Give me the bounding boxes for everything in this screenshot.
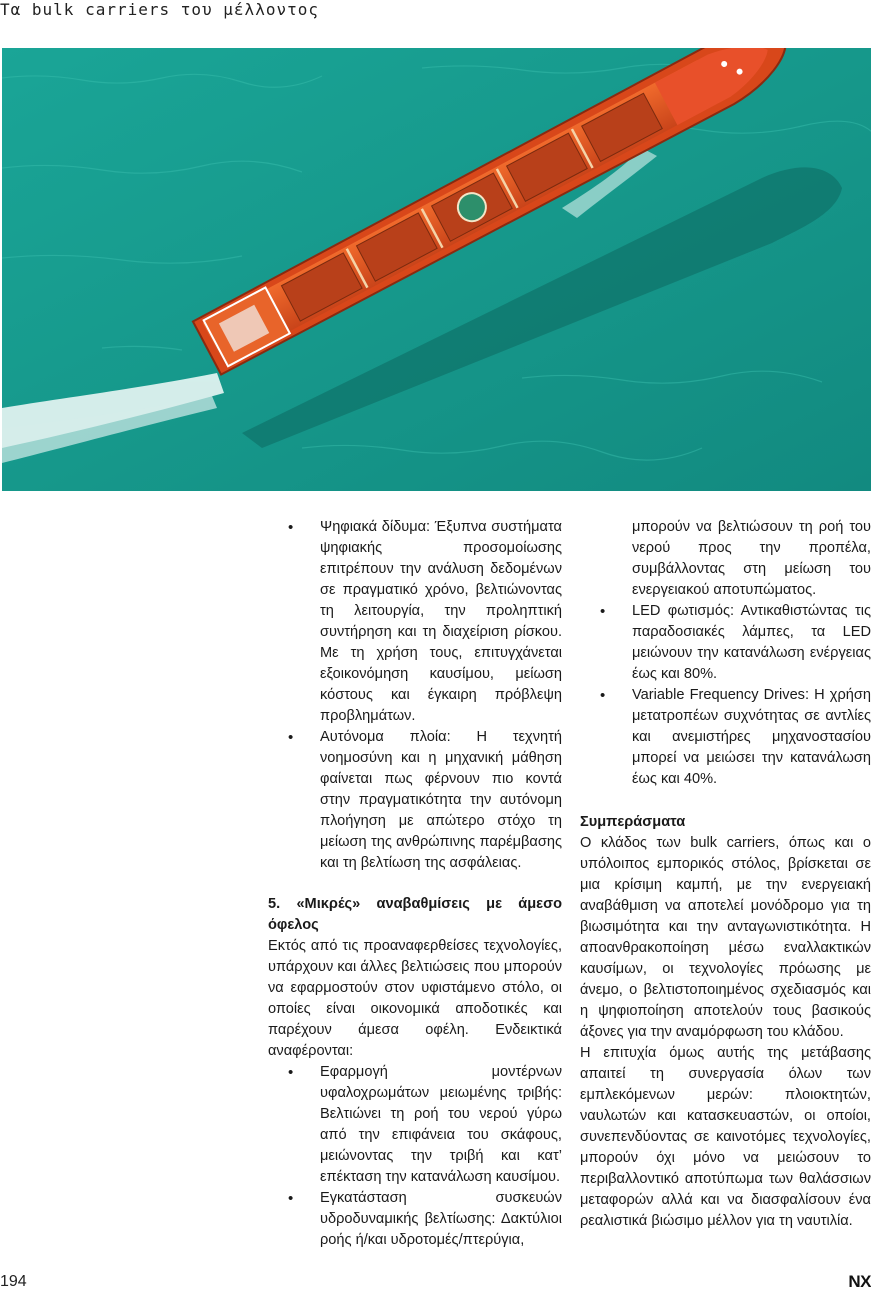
- bullet-list-top: [268, 517, 562, 874]
- list-item-continuation: μπορούν να βελτιώσουν τη ροή του νερού προς την προπέλα, συμβάλλοντας στη μείωση του ενεργειακού αποτυπώματος.: [632, 519, 871, 598]
- paragraph: Εκτός από τις προαναφερθείσες τεχνολογίες, υπάρχουν και άλλες βελτιώσεις που μπορούν να εφαρμοστούν στον υφιστάμενο στόλο, οι οποίες είναι οικονομικά αποδοτικές και παρέχουν άμεσα οφέλη. Ενδεικτικά αναφέρονται:: [268, 938, 562, 1059]
- text-column-right: [580, 517, 871, 1232]
- page-number: 194: [0, 1273, 27, 1290]
- bulk-carrier-aerial-photo: [2, 48, 871, 491]
- section-heading: Συμπεράσματα: [580, 814, 686, 830]
- running-title: Τα bulk carriers του μέλλοντος: [0, 0, 319, 19]
- bullet-list-bottom: [268, 1062, 562, 1251]
- list-item: • Εγκατάσταση συσκευών υδροδυναμικής βελτίωσης: Δακτύλιοι ροής ή/και υδροτομές/πτερύγια,: [268, 1188, 562, 1251]
- text-column-middle: [268, 517, 562, 1251]
- section-heading: 5. «Μικρές» αναβαθμίσεις με άμεσο όφελος: [268, 896, 562, 933]
- list-item: • Ψηφιακά δίδυμα: Έξυπνα συστήματα ψηφιακής προσομοίωσης επιτρέπουν την ανάλυση δεδομένων σε πραγματικό χρόνο, βελτιώνοντας τη λειτουργία, την προληπτική συντήρηση και τη διαχείριση ρίσκου. Με τη χρήση τους, επιτυγχάνεται εξοικονόμηση καυσίμου, μείωση κόστους και έγκαιρη πρόβλεψη προβλημάτων.: [268, 517, 562, 727]
- list-item: • LED φωτισμός: Αντικαθιστώντας τις παραδοσιακές λάμπες, τα LED μειώνουν την κατανάλωση ενέργειας έως και 80%.: [580, 601, 871, 685]
- paragraph: Η επιτυχία όμως αυτής της μετάβασης απαιτεί τη συνεργασία όλων των εμπλεκόμενων μερών: πλοιοκτητών, ναυλωτών και κατασκευαστών, οι οποίοι, συνεπενδύοντας σε καινοτόμες τεχνολογίες, μπορούν όχι μόνο να μειώσουν το περιβαλλοντικό αποτύπωμα των θαλάσσιων μεταφορών αλλά και να διασφαλίσουν ένα ρεαλιστικά βιώσιμο μέλλον για τη ναυτιλία.: [580, 1045, 871, 1229]
- paragraph: Ο κλάδος των bulk carriers, όπως και ο υπόλοιπος εμπορικός στόλος, βρίσκεται σε μια κρίσιμη καμπή, με την ενεργειακή αναβάθμιση να αποτελεί μονόδρομο για τη βιωσιμότητα και την ανταγωνιστικότητα. Η απoανθρακοποίηση μέσω εναλλακτικών καυσίμων, οι τεχνολογίες πρόωσης με άνεμο, ο βελτιστοποιημένος σχεδιασμός και η ψηφιοποίηση αποτελούν τους βασικούς άξονες για την αναμόρφωση του κλάδου.: [580, 835, 871, 1040]
- bullet-list-right: [580, 601, 871, 790]
- list-item: • Variable Frequency Drives: Η χρήση μετατροπέων συχνότητας σε αντλίες και ανεμιστήρες μηχανοστασίου μπορεί να μειώσει την κατανάλωση έως και 40%.: [580, 685, 871, 790]
- brand-logo: NX: [848, 1272, 871, 1291]
- list-item: • Εφαρμογή μοντέρνων υφαλοχρωμάτων μειωμένης τριβής: Βελτιώνει τη ροή του νερού γύρω από την επιφάνεια του σκάφους, μειώνοντας την τριβή και κατ’ επέκταση την κατανάλωση καυσίμου.: [268, 1062, 562, 1188]
- list-item: • Αυτόνομα πλοία: Η τεχνητή νοημοσύνη και η μηχανική μάθηση φαίνεται πως φέρνουν πιο κοντά στην πραγματικότητα την αυτόνομη πλοήγηση με απώτερο στόχο τη μείωση της ανθρώπινης παρέμβασης και τη βελτίωση της ασφάλειας.: [268, 727, 562, 874]
